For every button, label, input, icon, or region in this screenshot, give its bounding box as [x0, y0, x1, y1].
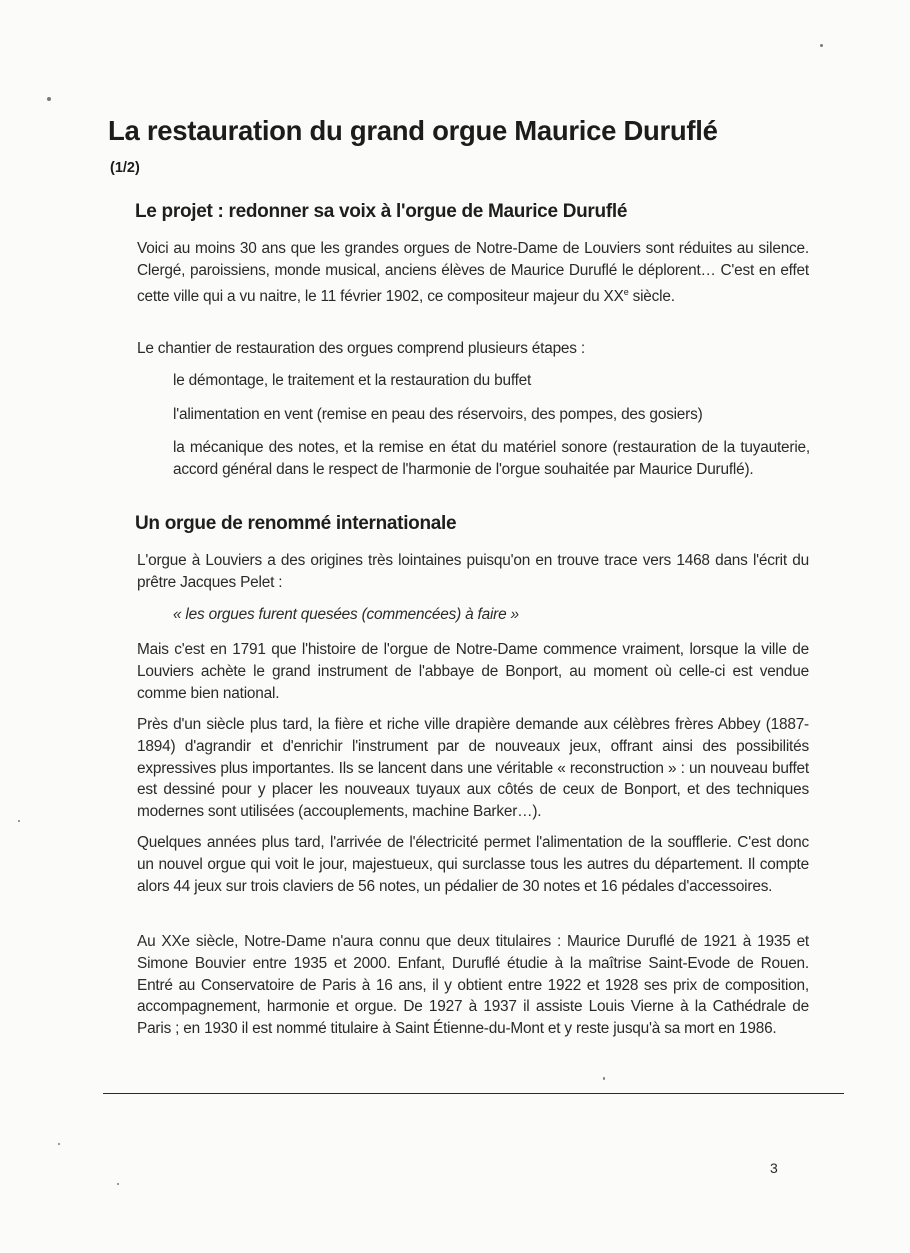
quote: « les orgues furent quesées (commencées) à faire » [173, 606, 519, 623]
paragraph-intro [137, 238, 809, 308]
section-heading-project: Le projet : redonner sa voix à l'orgue de Maurice Duruflé [135, 201, 628, 222]
footer-rule [103, 1093, 844, 1094]
paragraph-steps-intro: Le chantier de restauration des orgues comprend plusieurs étapes : [137, 340, 585, 357]
scan-speck [603, 1077, 605, 1080]
paragraph-origins: L'orgue à Louviers a des origines très lointaines puisqu'on en trouve trace vers 1468 dans l'écrit du prêtre Jacques Pelet : [137, 552, 809, 591]
intro-text: Voici au moins 30 ans que les grandes orgues de Notre-Dame de Louviers sont réduites au silence. Clergé, paroissiens, monde musical, anciens élèves de Maurice Duruflé le déplorent… C'est en effet cette ville qui a vu naitre, le 11 février 1902, ce compositeur majeur du XX [137, 240, 809, 305]
scan-speck [58, 1143, 60, 1145]
scan-speck [47, 97, 51, 101]
page-title: La restauration du grand orgue Maurice Duruflé [108, 115, 718, 146]
paragraph-electricity: Quelques années plus tard, l'arrivée de l'électricité permet l'alimentation de la soufflerie. C'est donc un nouvel orgue qui voit le jour, majestueux, qui surclasse tous les autres du département. Il compte alors 44 jeux sur trois claviers de 56 notes, un pédalier de 30 notes et 16 pédales d'accessoires. [137, 834, 809, 895]
scan-speck [18, 820, 20, 822]
paragraph-abbey: Près d'un siècle plus tard, la fière et riche ville drapière demande aux célèbres frères Abbey (1887-1894) d'agrandir et d'enrichir l'instrument par de nouveaux jeux, offrant ainsi des possibilités expressives plus importantes. Ils se lancent dans une véritable « reconstruction » : un nouveau buffet est dessiné pour y placer les nouveaux tuyaux aux côtés de ceux de Bonport, et des techniques modernes sont utilisées (accouplements, machine Barker…). [137, 716, 809, 821]
intro-superscript: e [623, 286, 629, 297]
page-number: 3 [770, 1160, 778, 1176]
step-item: la mécanique des notes, et la remise en état du matériel sonore (restauration de la tuyauterie, accord général dans le respect de l'harmonie de l'orgue souhaitée par Maurice Duruflé). [173, 439, 810, 478]
paragraph-1791: Mais c'est en 1791 que l'histoire de l'orgue de Notre-Dame commence vraiment, lorsque la ville de Louviers achète le grand instrument de l'abbaye de Bonport, au moment où celle-ci est vendue comme bien national. [137, 641, 809, 702]
section-heading-organ: Un orgue de renommé internationale [135, 513, 457, 534]
step-item: le démontage, le traitement et la restauration du buffet [173, 372, 532, 389]
paragraph-titulaires: Au XXe siècle, Notre-Dame n'aura connu que deux titulaires : Maurice Duruflé de 1921 à 1935 et Simone Bouvier entre 1935 et 2000. Enfant, Duruflé étudie à la maîtrise Saint-Evode de Rouen. Entré au Conservatoire de Paris à 16 ans, il y obtient entre 1922 et 1928 ses prix de composition, accompagnement, harmonie et orgue. De 1927 à 1937 il assiste Louis Vierne à la Cathédrale de Paris ; en 1930 il est nommé titulaire à Saint Étienne-du-Mont et y reste jusqu'à sa mort en 1986. [137, 933, 809, 1038]
step-item: l'alimentation en vent (remise en peau des réservoirs, des pompes, des gosiers) [173, 406, 703, 423]
scan-speck [117, 1183, 119, 1185]
scan-speck [820, 44, 823, 47]
title-part-indicator: (1/2) [110, 160, 140, 176]
intro-end-text: siècle. [628, 287, 675, 305]
